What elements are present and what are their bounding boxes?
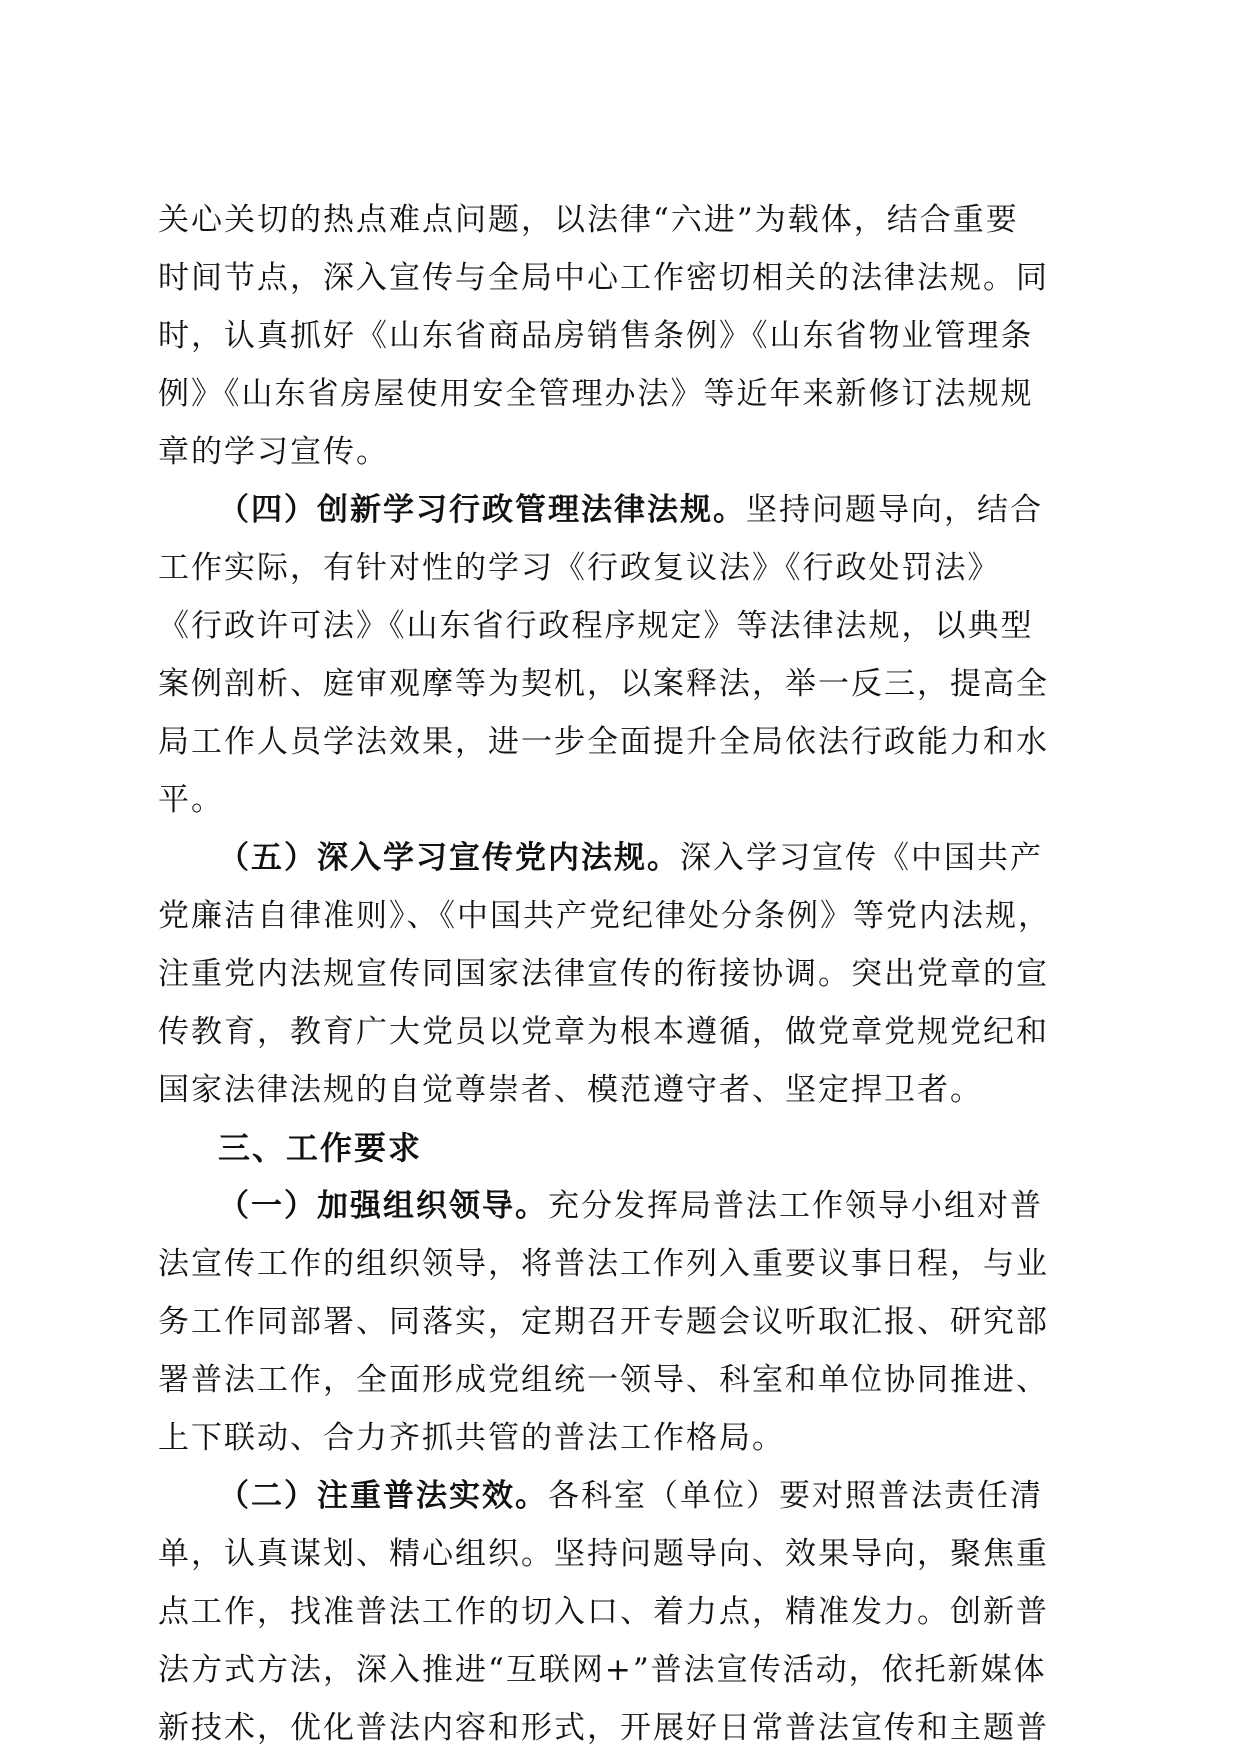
paragraph-line: 国家法律法规的自觉尊崇者、模范遵守者、坚定捍卫者。	[158, 1072, 983, 1108]
paragraph-heading: （四）创新学习行政管理法律法规。	[218, 492, 746, 528]
paragraph-heading: （五）深入学习宣传党内法规。	[218, 840, 680, 876]
paragraph-line: 时，认真抓好《山东省商品房销售条例》《山东省物业管理条	[158, 318, 1034, 354]
paragraph-line: 注重党内法规宣传同国家法律宣传的衔接协调。突出党章的宣	[158, 956, 1049, 992]
paragraph-line: 新技术，优化普法内容和形式，开展好日常普法宣传和主题普	[158, 1710, 1049, 1746]
paragraph-line: 平。	[158, 782, 224, 818]
paragraph-text: 充分发挥局普法工作领导小组对普	[548, 1188, 1043, 1224]
section-heading: 三、工作要求	[218, 1129, 423, 1167]
paragraph-first-line	[218, 488, 1043, 532]
paragraph-line: 时间节点，深入宣传与全局中心工作密切相关的法律法规。同	[158, 260, 1049, 296]
paragraph-line: 党廉洁自律准则》、《中国共产党纪律处分条例》等党内法规，	[158, 898, 1051, 934]
paragraph-line: 局工作人员学法效果，进一步全面提升全局依法行政能力和水	[158, 724, 1049, 760]
paragraph-line: 工作实际，有针对性的学习《行政复议法》《行政处罚法》	[158, 550, 1001, 586]
paragraph-line: 《行政许可法》《山东省行政程序规定》等法律法规，以典型	[158, 608, 1034, 644]
paragraph-line: 法宣传工作的组织领导，将普法工作列入重要议事日程，与业	[158, 1246, 1049, 1282]
paragraph-heading: （二）注重普法实效。	[218, 1478, 548, 1514]
paragraph-first-line	[218, 1474, 1043, 1518]
paragraph-line: 务工作同部署、同落实，定期召开专题会议听取汇报、研究部	[158, 1304, 1049, 1340]
paragraph-line: 例》《山东省房屋使用安全管理办法》等近年来新修订法规规	[158, 376, 1034, 412]
paragraph-line: 点工作，找准普法工作的切入口、着力点，精准发力。创新普	[158, 1594, 1049, 1630]
paragraph-text: 坚持问题导向，结合	[746, 492, 1043, 528]
paragraph-line: 法方式方法，深入推进“互联网+”普法宣传活动，依托新媒体	[158, 1652, 1047, 1688]
paragraph-line: 单，认真谋划、精心组织。坚持问题导向、效果导向，聚焦重	[158, 1536, 1049, 1572]
paragraph-text: 深入学习宣传《中国共产	[680, 840, 1043, 876]
paragraph-heading: （一）加强组织领导。	[218, 1188, 548, 1224]
paragraph-line: 章的学习宣传。	[158, 434, 389, 470]
paragraph-line: 关心关切的热点难点问题，以法律“六进”为载体，结合重要	[158, 202, 1019, 238]
paragraph-text: 各科室（单位）要对照普法责任清	[548, 1478, 1043, 1514]
paragraph-line: 上下联动、合力齐抓共管的普法工作格局。	[158, 1420, 785, 1456]
paragraph-line: 署普法工作，全面形成党组统一领导、科室和单位协同推进、	[158, 1362, 1049, 1398]
paragraph-first-line	[218, 1184, 1043, 1228]
paragraph-line: 传教育，教育广大党员以党章为根本遵循，做党章党规党纪和	[158, 1014, 1049, 1050]
paragraph-first-line	[218, 836, 1043, 880]
paragraph-line: 案例剖析、庭审观摩等为契机，以案释法，举一反三，提高全	[158, 666, 1049, 702]
